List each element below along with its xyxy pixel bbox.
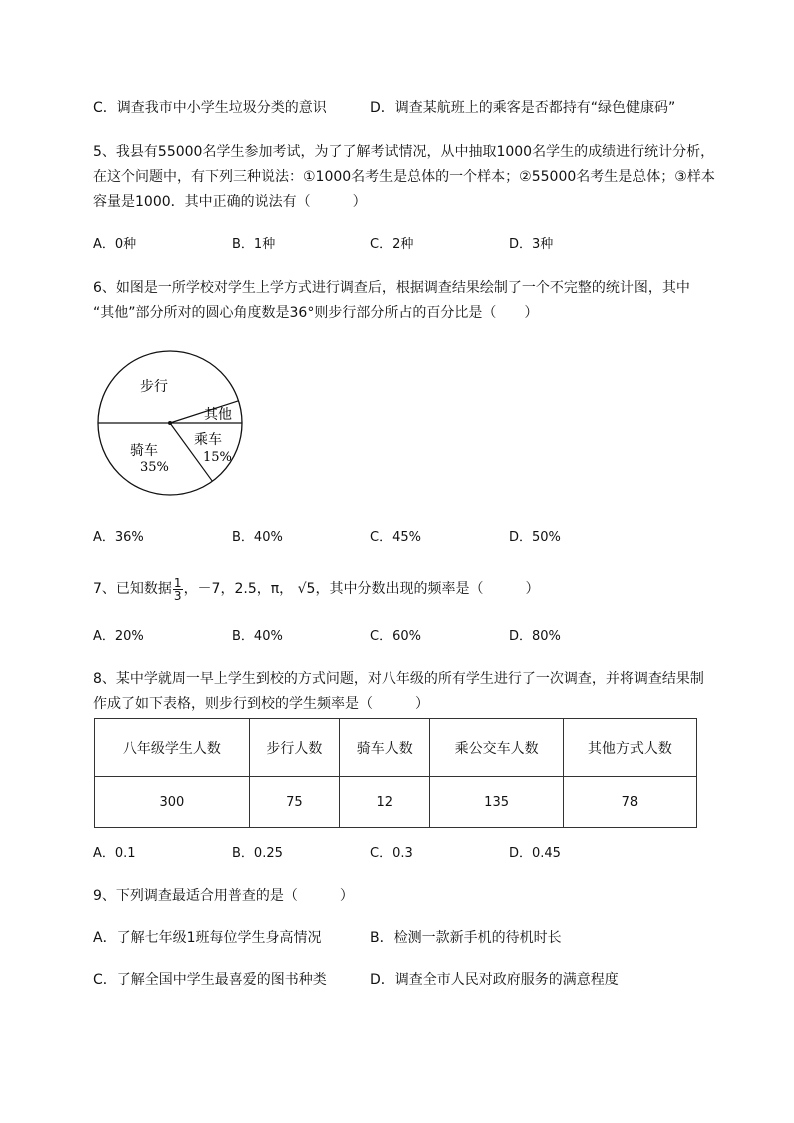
q5-option-b: B．1种	[232, 237, 276, 252]
table-header-cell: 八年级学生人数	[95, 719, 250, 777]
q7-option-c: C．60%	[370, 629, 421, 644]
q6-stem-line1: 6、如图是一所学校对学生上学方式进行调查后，根据调查结果绘制了一个不完整的统计图，其中	[93, 280, 690, 296]
q8-option-a: A．0.1	[93, 846, 136, 861]
q5-option-c: C．2种	[370, 237, 414, 252]
survey-table	[94, 718, 697, 828]
fraction-one-third	[173, 577, 183, 602]
q7-stem	[93, 576, 539, 602]
pie-center	[168, 421, 172, 425]
q9-option-b: B．检测一款新手机的待机时长	[370, 930, 562, 946]
pie-label-walk: 步行	[140, 379, 168, 395]
q7-option-b: B．40%	[232, 629, 283, 644]
q6-option-d: D．50%	[509, 530, 561, 545]
q8-stem-line2: 作成了如下表格，则步行到校的学生频率是（ ）	[93, 696, 429, 712]
fraction-denominator: 3	[173, 588, 182, 603]
q9-stem: 9、下列调查最适合用普查的是（ ）	[93, 888, 354, 904]
table-row	[95, 777, 697, 828]
q8-option-d: D．0.45	[509, 846, 561, 861]
q8-stem-line1: 8、某中学就周一早上学生到校的方式问题，对八年级的所有学生进行了一次调查，并将调查结果制	[93, 671, 704, 687]
table-header-cell: 骑车人数	[340, 719, 430, 777]
q5-option-a: A．0种	[93, 237, 137, 252]
q8-option-c: C．0.3	[370, 846, 413, 861]
q9-option-d: D．调查全市人民对政府服务的满意程度	[370, 972, 619, 988]
pie-label-other: 其他	[204, 407, 232, 423]
pie-chart	[92, 345, 252, 505]
table-header-row	[95, 719, 697, 777]
q4-option-c: C．调查我市中小学生垃圾分类的意识	[93, 100, 327, 116]
table-cell: 75	[249, 777, 339, 828]
table-cell: 12	[340, 777, 430, 828]
q6-option-a: A．36%	[93, 530, 144, 545]
q5-option-d: D．3种	[509, 237, 554, 252]
table-cell: 300	[95, 777, 250, 828]
table-header-cell: 其他方式人数	[563, 719, 696, 777]
table-cell: 78	[563, 777, 696, 828]
q7-suffix: ，－7，2.5，π， √5，其中分数出现的频率是（ ）	[183, 581, 540, 597]
table-cell: 135	[430, 777, 563, 828]
q6-option-c: C．45%	[370, 530, 421, 545]
pie-label-bike-pct: 35%	[140, 460, 169, 475]
pie-label-bus-pct: 15%	[203, 450, 232, 465]
q6-stem-line2: “其他”部分所对的圆心角度数是36°则步行部分所占的百分比是（ ）	[93, 305, 539, 321]
table-header-cell: 乘公交车人数	[430, 719, 563, 777]
pie-label-bus: 乘车	[194, 432, 222, 448]
q6-option-b: B．40%	[232, 530, 283, 545]
q5-stem-line2: 在这个问题中，有下列三种说法：①1000名考生是总体的一个样本；②55000名考生是总体；③样本	[93, 169, 715, 185]
q9-option-a: A．了解七年级1班每位学生身高情况	[93, 930, 322, 946]
q5-stem-line3: 容量是1000．其中正确的说法有（ ）	[93, 194, 367, 210]
q7-option-d: D．80%	[509, 629, 561, 644]
q5-stem-line1: 5、我县有55000名学生参加考试，为了了解考试情况，从中抽取1000名学生的成绩进行统计分析，	[93, 144, 715, 160]
q9-option-c: C．了解全国中学生最喜爱的图书种类	[93, 972, 327, 988]
q8-option-b: B．0.25	[232, 846, 283, 861]
table-header-cell: 步行人数	[249, 719, 339, 777]
q4-option-d: D．调查某航班上的乘客是否都持有“绿色健康码”	[370, 100, 676, 116]
q7-option-a: A．20%	[93, 629, 144, 644]
q7-prefix: 7、已知数据	[93, 581, 172, 597]
fraction-numerator: 1	[173, 575, 182, 590]
pie-label-bike: 骑车	[130, 443, 158, 459]
